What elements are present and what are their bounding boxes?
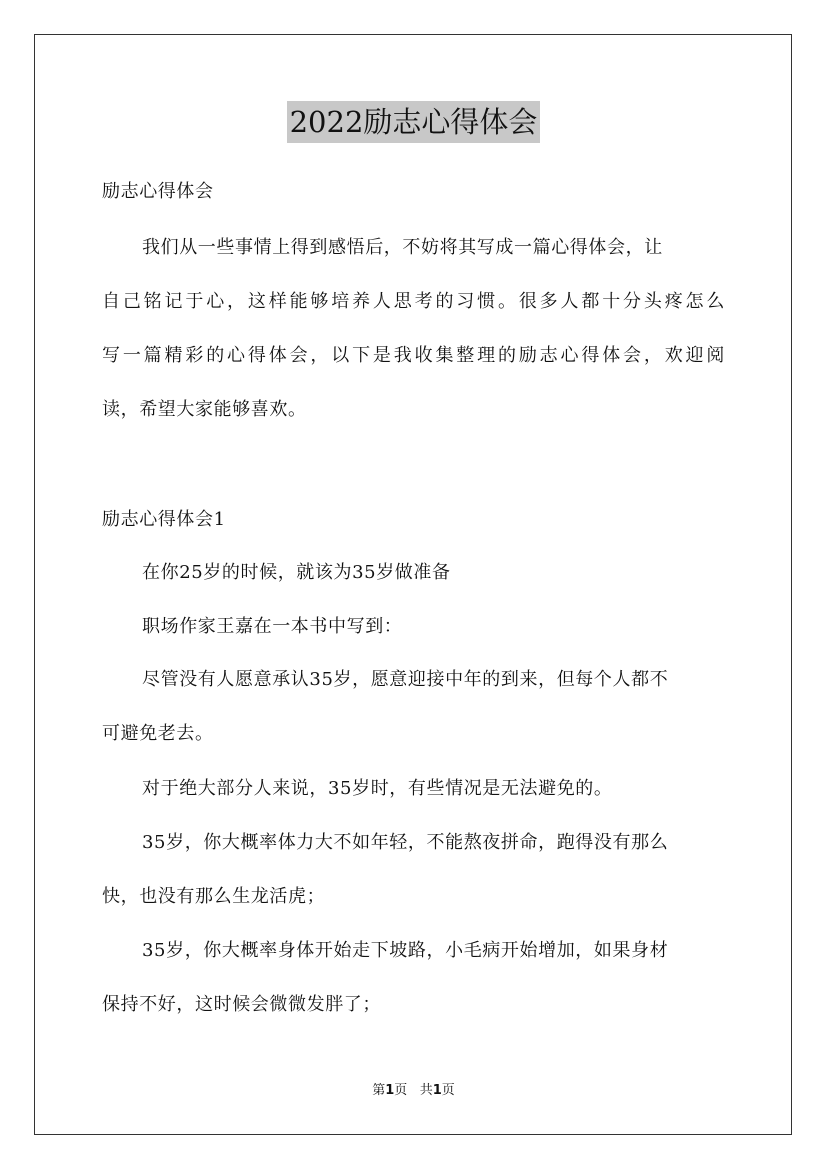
paragraph-5-line-2: 快，也没有那么生龙活虎； (102, 886, 326, 907)
paragraph-2: 职场作家王嘉在一本书中写到： (142, 616, 403, 637)
document-title: 2022励志心得体会 (287, 101, 541, 143)
footer-page-number: 1 (385, 1083, 395, 1098)
footer-total-suffix: 页 (441, 1083, 455, 1098)
section-heading: 励志心得体会 (102, 181, 214, 202)
footer-page-prefix: 第 (372, 1083, 386, 1098)
paragraph-6-line-2: 保持不好，这时候会微微发胖了； (102, 994, 381, 1015)
paragraph-3-line-1: 尽管没有人愿意承认35岁，愿意迎接中年的到来，但每个人都不 (142, 669, 669, 690)
intro-line-1: 我们从一些事情上得到感悟后，不妨将其写成一篇心得体会，让 (142, 237, 663, 258)
paragraph-6-line-1: 35岁，你大概率身体开始走下坡路，小毛病开始增加，如果身材 (142, 940, 669, 961)
paragraph-5-line-1: 35岁，你大概率体力大不如年轻，不能熬夜拼命，跑得没有那么 (142, 832, 669, 853)
title-container (0, 101, 827, 143)
footer-total-number: 1 (432, 1083, 442, 1098)
intro-line-4: 读，希望大家能够喜欢。 (102, 399, 307, 420)
paragraph-4: 对于绝大部分人来说，35岁时，有些情况是无法避免的。 (142, 778, 613, 799)
intro-line-2: 自己铭记于心，这样能够培养人思考的习惯。很多人都十分头疼怎么 (102, 291, 725, 312)
section1-heading: 励志心得体会1 (102, 509, 226, 530)
footer-total-prefix: 共 (419, 1083, 433, 1098)
paragraph-3-line-2: 可避免老去。 (102, 723, 214, 744)
footer-page-suffix: 页 (394, 1083, 408, 1098)
paragraph-1: 在你25岁的时候，就该为35岁做准备 (142, 562, 451, 583)
page-footer (0, 1082, 827, 1100)
intro-line-3: 写一篇精彩的心得体会，以下是我收集整理的励志心得体会，欢迎阅 (102, 345, 725, 366)
